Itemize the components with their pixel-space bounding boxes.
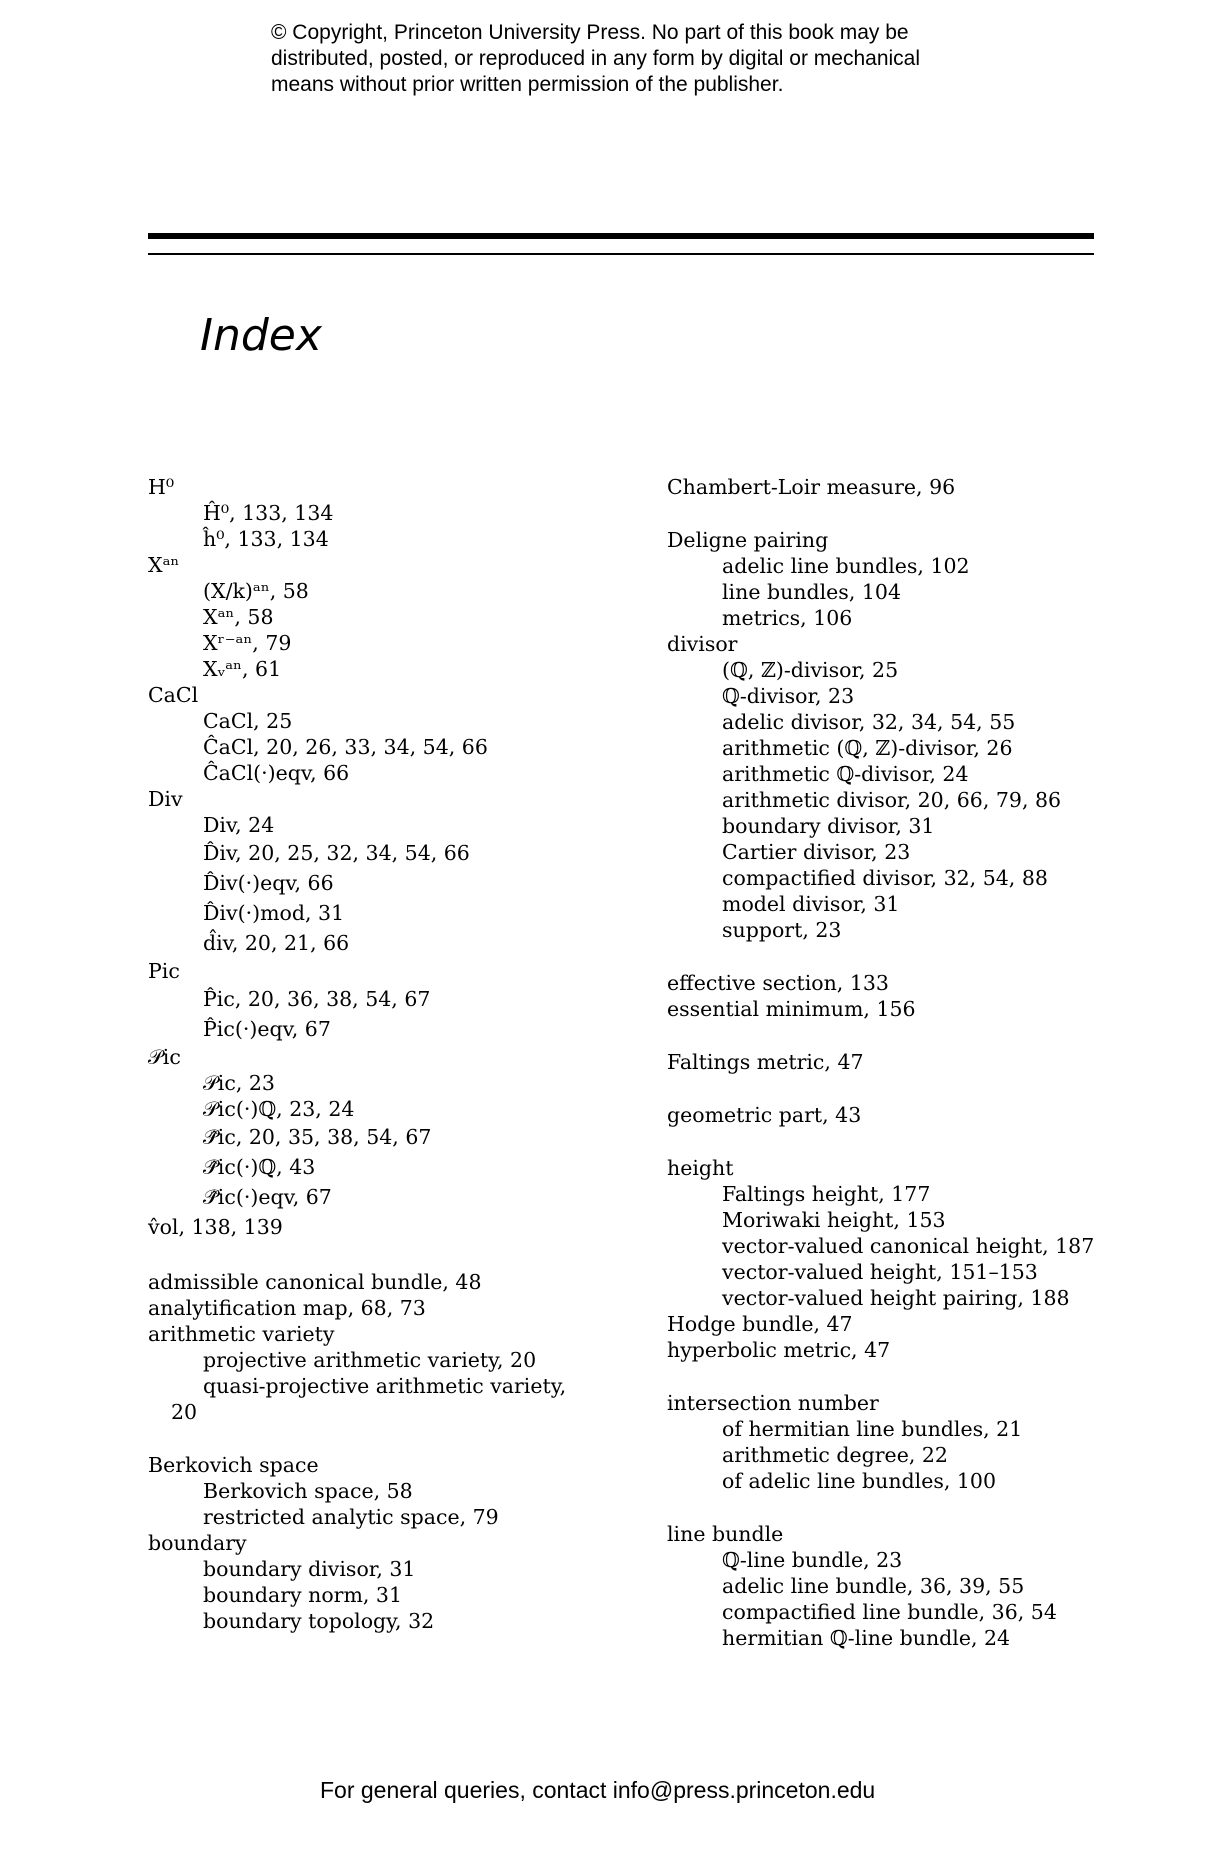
index-entry: geometric part, 43	[667, 1103, 862, 1127]
index-subentry: D̂iv(·)eqv, 66	[203, 871, 334, 895]
index-entry: divisor	[667, 632, 738, 656]
index-column-right	[667, 474, 1107, 1651]
index-entry: height	[667, 1156, 734, 1180]
index-subentry: vector-valued height pairing, 188	[722, 1286, 1070, 1310]
index-subentry: (ℚ, ℤ)-divisor, 25	[722, 658, 899, 682]
index-subentry: boundary norm, 31	[203, 1583, 403, 1607]
index-group-gap	[667, 1494, 1107, 1521]
index-entry: 𝒫ic	[148, 1045, 181, 1069]
index-subentry: Cartier divisor, 23	[722, 840, 911, 864]
index-subentry: vector-valued canonical height, 187	[722, 1234, 1095, 1258]
index-subentry: ℚ-line bundle, 23	[722, 1548, 903, 1572]
index-entry: Berkovich space	[148, 1453, 319, 1477]
index-subentry: 𝒫ic, 23	[203, 1071, 275, 1095]
index-subentry: ĈaCl, 20, 26, 33, 34, 54, 66	[203, 735, 488, 759]
index-subentry: P̂ic, 20, 36, 38, 54, 67	[203, 987, 431, 1011]
index-subentry: D̂iv(·)mod, 31	[203, 901, 345, 925]
index-entry: effective section, 133	[667, 971, 889, 995]
index-entry: intersection number	[667, 1391, 879, 1415]
index-group-gap	[148, 1425, 578, 1452]
index-subentry: of adelic line bundles, 100	[722, 1469, 997, 1493]
index-group-gap	[667, 500, 1107, 527]
index-subentry: line bundles, 104	[722, 580, 901, 604]
header-rule-thin	[148, 253, 1094, 255]
index-group-gap	[667, 1022, 1107, 1049]
index-entry: H⁰	[148, 475, 175, 499]
index-group-gap	[667, 1075, 1107, 1102]
index-entry: hyperbolic metric, 47	[667, 1338, 891, 1362]
index-entry: CaCl	[148, 683, 199, 707]
index-subentry: 𝒫̂ic, 20, 35, 38, 54, 67	[203, 1125, 432, 1149]
index-subentry: 20	[171, 1400, 198, 1424]
index-entry: Faltings metric, 47	[667, 1050, 864, 1074]
index-entry: boundary	[148, 1531, 247, 1555]
page-title: Index	[200, 310, 322, 361]
index-subentry: Xᵥᵃⁿ, 61	[203, 657, 282, 681]
index-subentry: quasi-projective arithmetic variety,	[203, 1374, 567, 1398]
index-subentry: Berkovich space, 58	[203, 1479, 413, 1503]
index-subentry: hermitian ℚ-line bundle, 24	[722, 1626, 1011, 1650]
footer-contact: For general queries, contact info@press.princeton.edu	[320, 1777, 876, 1803]
index-subentry: arithmetic (ℚ, ℤ)-divisor, 26	[722, 736, 1013, 760]
index-subentry: boundary divisor, 31	[722, 814, 935, 838]
index-entry: line bundle	[667, 1522, 784, 1546]
index-subentry: model divisor, 31	[722, 892, 900, 916]
index-subentry: adelic line bundle, 36, 39, 55	[722, 1574, 1025, 1598]
index-subentry: arithmetic degree, 22	[722, 1443, 948, 1467]
copyright-line: means without prior written permission of the publisher.	[271, 73, 784, 96]
copyright-line: distributed, posted, or reproduced in any form by digital or mechanical	[271, 47, 921, 70]
index-entry: Hodge bundle, 47	[667, 1312, 853, 1336]
index-subentry: support, 23	[722, 918, 842, 942]
index-group-gap	[148, 1242, 578, 1269]
copyright-line: © Copyright, Princeton University Press. No part of this book may be	[271, 21, 909, 44]
index-subentry: ĈaCl(·)eqv, 66	[203, 761, 350, 785]
index-subentry: adelic divisor, 32, 34, 54, 55	[722, 710, 1016, 734]
index-entry: analytification map, 68, 73	[148, 1296, 426, 1320]
index-entry: Xᵃⁿ	[148, 553, 180, 577]
index-subentry: boundary topology, 32	[203, 1609, 435, 1633]
index-subentry: CaCl, 25	[203, 709, 293, 733]
index-group-gap	[667, 1363, 1107, 1390]
index-subentry: compactified divisor, 32, 54, 88	[722, 866, 1048, 890]
index-subentry: D̂iv, 20, 25, 32, 34, 54, 66	[203, 841, 470, 865]
index-subentry: ℚ-divisor, 23	[722, 684, 855, 708]
index-subentry: arithmetic ℚ-divisor, 24	[722, 762, 969, 786]
index-entry: arithmetic variety	[148, 1322, 335, 1346]
copyright-notice	[271, 20, 1071, 98]
index-subentry: Div, 24	[203, 813, 275, 837]
index-subentry: Ĥ⁰, 133, 134	[203, 501, 334, 525]
index-group-gap	[667, 943, 1107, 970]
index-column-left	[148, 474, 578, 1634]
index-entry: Chambert-Loir measure, 96	[667, 475, 956, 499]
index-entry: Deligne pairing	[667, 528, 829, 552]
index-subentry: 𝒫̂ic(·)eqv, 67	[203, 1185, 332, 1209]
index-entry: Div	[148, 787, 183, 811]
index-group-gap	[667, 1128, 1107, 1155]
index-subentry: boundary divisor, 31	[203, 1557, 416, 1581]
index-entry: admissible canonical bundle, 48	[148, 1270, 482, 1294]
index-subentry: Xᵃⁿ, 58	[203, 605, 274, 629]
index-subentry: Moriwaki height, 153	[722, 1208, 946, 1232]
index-subentry: 𝒫ic(·)ℚ, 23, 24	[203, 1097, 355, 1121]
index-subentry: projective arithmetic variety, 20	[203, 1348, 537, 1372]
index-subentry: of hermitian line bundles, 21	[722, 1417, 1023, 1441]
index-subentry: adelic line bundles, 102	[722, 554, 970, 578]
index-subentry: 𝒫̂ic(·)ℚ, 43	[203, 1155, 316, 1179]
index-subentry: vector-valued height, 151–153	[722, 1260, 1038, 1284]
index-subentry: Xʳ⁻ᵃⁿ, 79	[203, 631, 292, 655]
index-entry: essential minimum, 156	[667, 997, 916, 1021]
header-rule-thick	[148, 233, 1094, 239]
index-subentry: d̂iv, 20, 21, 66	[203, 931, 350, 955]
index-entry: Pic	[148, 959, 180, 983]
index-subentry: (X/k)ᵃⁿ, 58	[203, 579, 309, 603]
index-entry: v̂ol, 138, 139	[148, 1215, 283, 1239]
index-subentry: compactified line bundle, 36, 54	[722, 1600, 1057, 1624]
index-subentry: ĥ⁰, 133, 134	[203, 527, 329, 551]
index-subentry: P̂ic(·)eqv, 67	[203, 1017, 331, 1041]
index-subentry: Faltings height, 177	[722, 1182, 931, 1206]
index-subentry: restricted analytic space, 79	[203, 1505, 499, 1529]
index-subentry: arithmetic divisor, 20, 66, 79, 86	[722, 788, 1062, 812]
index-subentry: metrics, 106	[722, 606, 853, 630]
